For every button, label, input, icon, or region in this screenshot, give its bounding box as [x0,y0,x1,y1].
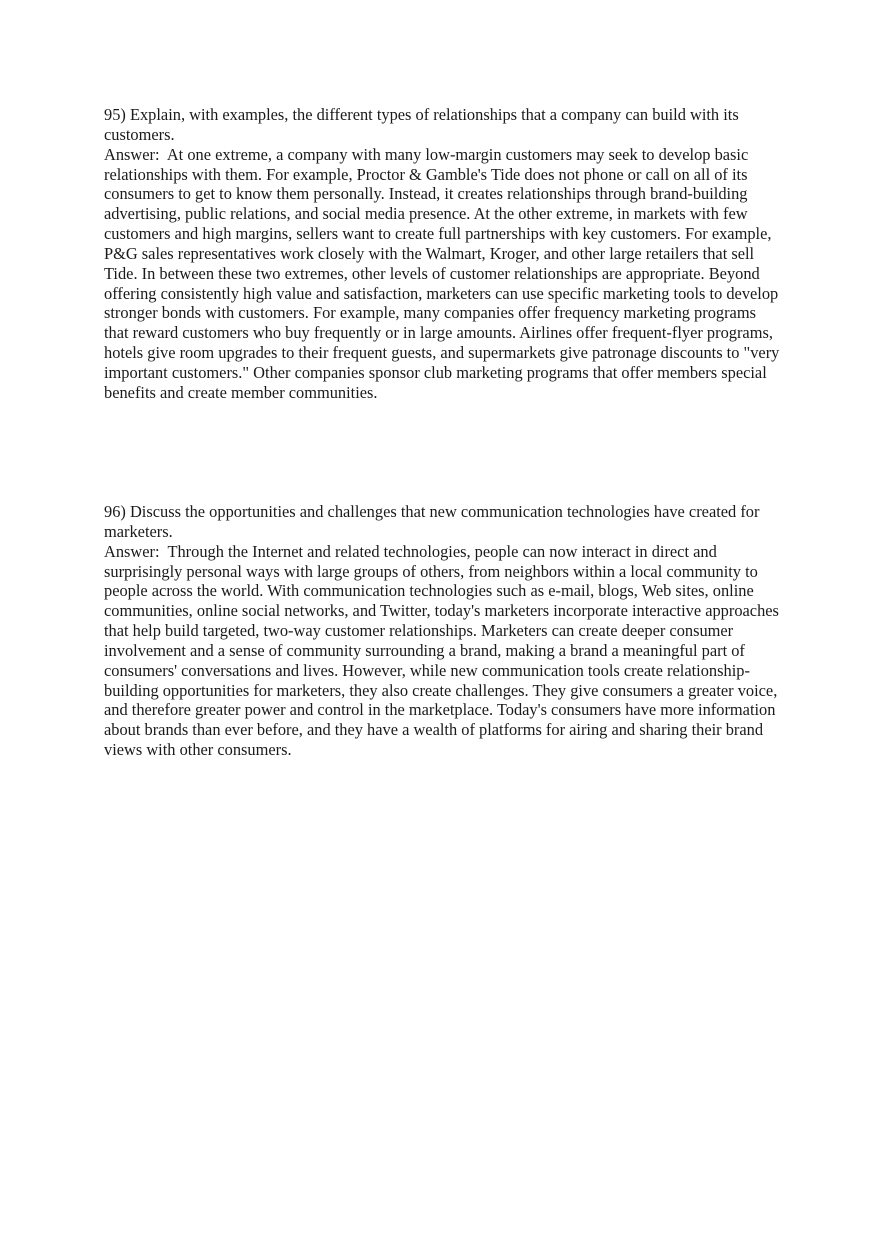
question-text [104,502,780,542]
question-number: 95) [104,105,126,124]
question-text [104,105,780,145]
answer-label: Answer: [104,541,160,561]
answer-label: Answer: [104,144,160,164]
question-body: Discuss the opportunities and challenges that new communication technologies have created for marketers. [104,502,760,541]
answer-body: At one extreme, a company with many low-margin customers may seek to develop basic relationships with them. For example, Proctor & Gamble's Tide does not phone or call on all of its consumers to get to know them personally. Instead, it creates relationships through brand-building advertising, public relations, and social media presence. At the other extreme, in markets with few customers and high margins, sellers want to create full partnerships with key customers. For example, P&G sales representatives work closely with the Walmart, Kroger, and other large retailers that sell Tide. In between these two extremes, other levels of customer relationships are appropriate. Beyond offering consistently high value and satisfaction, marketers can use specific marketing tools to develop stronger bonds with customers. For example, many companies offer frequency marketing programs that reward customers who buy frequently or in large amounts. Airlines offer frequent-flyer programs, hotels give room upgrades to their frequent guests, and supermarkets give patronage discounts to "very important customers." Other companies sponsor club marketing programs that offer members special benefits and create member communities. [104,144,780,402]
answer-text [104,542,780,760]
question-block-96 [104,502,780,760]
question-block-95 [104,105,780,403]
question-number: 96) [104,502,126,521]
answer-body: Through the Internet and related technologies, people can now interact in direct and surprisingly personal ways with large groups of others, from neighbors within a local community to people across the world. With communication technologies such as e-mail, blogs, Web sites, online communities, online social networks, and Twitter, today's marketers incorporate interactive approaches that help build targeted, two-way customer relationships. Marketers can create deeper consumer involvement and a sense of community surrounding a brand, making a brand a meaningful part of consumers' conversations and lives. However, while new communication tools create relationship-building opportunities for marketers, they also create challenges. They give consumers a greater voice, and therefore greater power and control in the marketplace. Today's consumers have more information about brands than ever before, and they have a wealth of platforms for airing and sharing their brand views with other consumers. [104,541,779,760]
answer-text [104,145,780,403]
question-body: Explain, with examples, the different types of relationships that a company can build with its customers. [104,105,739,144]
